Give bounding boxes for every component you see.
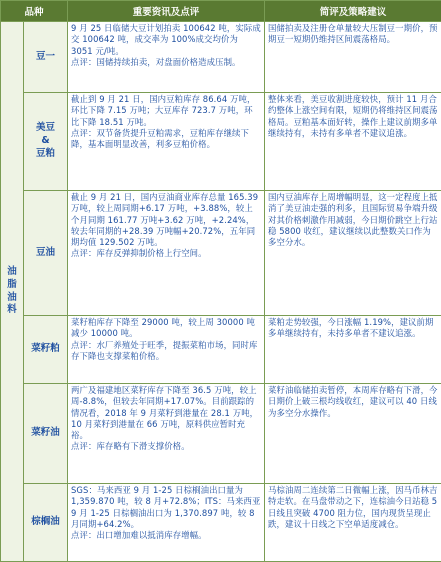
table-row bbox=[1, 484, 441, 562]
header-comment: 简评及策略建议 bbox=[265, 1, 441, 22]
product-name-line: 菜籽油 bbox=[31, 427, 60, 439]
product-name-line: 美豆 bbox=[36, 122, 56, 134]
comment-text: 国内豆油库存上周增幅明显，这一定程度上抵消了美豆油走强的利多，且国际贸易争端升级对其价格刺激作用减弱，今日期价跳空上行站稳 5800 收红，建议继续以此整数关口作为多空分水。 bbox=[268, 192, 438, 247]
news-cell bbox=[68, 191, 265, 316]
news-text: 截止到 9 月 21 日，国内豆粕库存 86.64 万吨，环比下降 7.15 万吨；大豆库存 723.7 万吨，环比下降 18.51 万吨。 点评：双节备货提升豆粕需求，豆粕库存继续下降，基本面明显改善，利多豆粕价格。 bbox=[71, 94, 256, 149]
comment-text: 整体来看，美豆收割进度较快，预计 11 月合约整体上涨空间有限，短期仍将维持区间震荡格局。豆粕基本面好转，操作上建议前期多单继续持有，未持有多单者不建议追涨。 bbox=[268, 94, 438, 138]
comment-text: 菜籽油临储拍卖暂停，本周库存略有下滑，今日期价上破三根均线收红，建议可以 40 日线为多空分水操作。 bbox=[268, 385, 438, 418]
product-name-line: 菜籽粕 bbox=[31, 343, 60, 355]
news-text: 两广及福建地区菜籽库存下降至 36.5 万吨，较上周-8.8%，但较去年同期+17.07%。目前跟踪的情况看，2018 年 9 月菜籽到港量在 28.1 万吨，10 月菜籽到港量在 66 万吨，原料供应暂时充裕。 点评：库存略有下滑支撑价格。 bbox=[71, 385, 259, 452]
news-cell bbox=[68, 22, 265, 93]
product-name-line: 豆油 bbox=[36, 246, 56, 258]
comment-text: 马棕油周二连续第二日微幅上涨，因马币林吉特走软。在马盘带动之下，连棕油今日站稳 5 日线且突破 4700 阻力位，国内现货呈现止跌，建议十日线之下空单适度减仓。 bbox=[268, 485, 438, 529]
news-cell bbox=[68, 484, 265, 562]
category-char: 油 bbox=[7, 265, 17, 277]
product-name bbox=[24, 191, 68, 316]
news-text: SGS：马来西亚 9 月 1-25 日棕榈油出口量为 1,359.870 吨，较 8 月+72.8%；ITS：马来西亚 9 月 1-25 日棕榈油出口为 1,370.897 吨，较 8 月同期+64.2%。 点评：出口增加难以抵消库存增幅。 bbox=[71, 485, 261, 540]
table-row bbox=[1, 191, 441, 316]
product-name-line: 棕榈油 bbox=[31, 516, 60, 528]
news-text: 截止 9 月 21 日，国内豆油商业库存总量 165.39 万吨，较上周同期+6.17 万吨，+3.88%，较上个月同期 161.77 万吨+3.62 万吨，+2.24%，较去年同期的+28.39 万吨幅+20.72%，五年同期均值 129.502 万吨。 点评：库存反弹抑制价格上行空间。 bbox=[71, 192, 259, 259]
news-cell bbox=[68, 384, 265, 484]
product-name-line: & bbox=[41, 135, 50, 147]
table-row bbox=[1, 384, 441, 484]
product-name bbox=[24, 93, 68, 191]
comment-text: 菜粕走势较强，今日涨幅 1.19%，建议前期多单继续持有，未持多单者不建议追涨。 bbox=[268, 317, 434, 339]
table-header-row bbox=[1, 1, 441, 22]
category-char: 油 bbox=[7, 291, 17, 303]
product-name-line: 豆一 bbox=[36, 50, 56, 62]
comment-text: 国储拍卖及注册仓单量较大压制豆一期价，预期豆一短期仍维持区间震荡格局。 bbox=[268, 23, 438, 45]
news-cell bbox=[68, 93, 265, 191]
product-name bbox=[24, 484, 68, 562]
category-cell bbox=[1, 22, 24, 562]
comment-cell bbox=[265, 484, 441, 562]
product-name bbox=[24, 22, 68, 93]
comment-cell bbox=[265, 22, 441, 93]
header-news: 重要资讯及点评 bbox=[68, 1, 265, 22]
comment-cell bbox=[265, 191, 441, 316]
comment-cell bbox=[265, 93, 441, 191]
news-text: 菜籽粕库存下降至 29000 吨，较上周 30000 吨减少 10000 吨。 点评：水厂养殖处于旺季，提振菜粕市场，同时库存下降也支撑菜粕价格。 bbox=[71, 317, 258, 361]
news-cell bbox=[68, 316, 265, 384]
category-char: 料 bbox=[7, 304, 17, 316]
news-text: 9 月 25 日临储大豆计划拍卖 100642 吨，实际成交 100642 吨，成交率为 100%成交均价为 3051 元/吨。 点评：国储持续拍卖，对盘面价格造成压制。 bbox=[71, 23, 261, 67]
comment-cell bbox=[265, 384, 441, 484]
product-name bbox=[24, 316, 68, 384]
product-name-line: 豆粕 bbox=[36, 147, 56, 159]
category-char: 脂 bbox=[7, 278, 17, 290]
product-name bbox=[24, 384, 68, 484]
table-row bbox=[1, 93, 441, 191]
comment-cell bbox=[265, 316, 441, 384]
table-row bbox=[1, 22, 441, 93]
table-row bbox=[1, 316, 441, 384]
header-category: 品种 bbox=[1, 1, 68, 22]
